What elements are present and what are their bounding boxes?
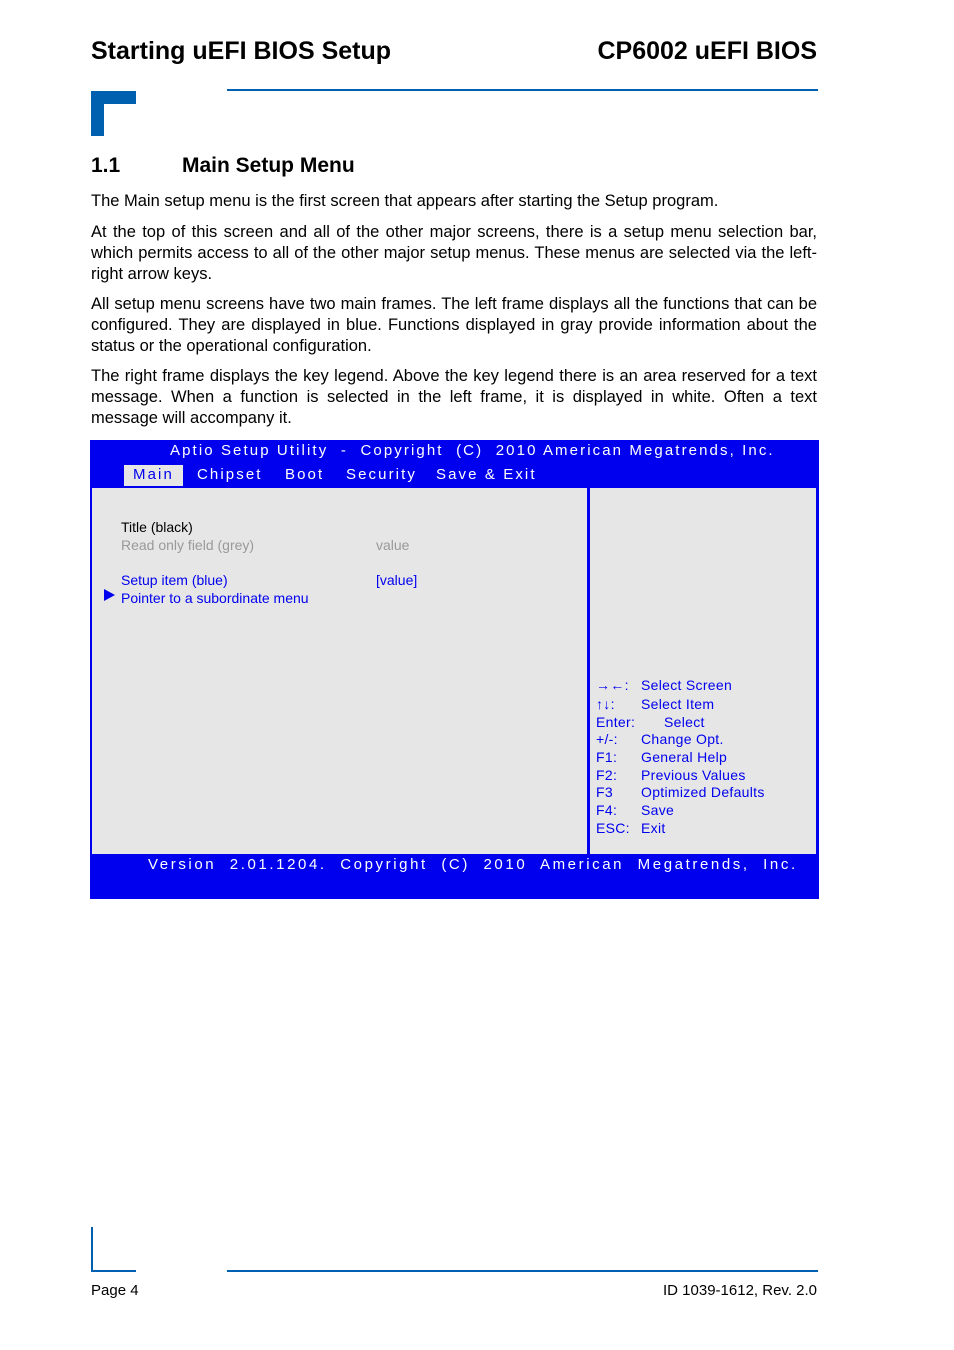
header-rule (227, 89, 818, 91)
legend-action: Select (664, 714, 705, 730)
legend-key: +/-: (596, 731, 618, 747)
tab-boot[interactable]: Boot (285, 466, 325, 483)
legend-action: General Help (641, 749, 728, 765)
legend-row (596, 802, 674, 818)
legend-row (596, 696, 714, 712)
legend-key: ESC: (596, 820, 630, 836)
legend-action: Select Screen (641, 677, 733, 693)
tab-security[interactable]: Security (346, 466, 417, 483)
legend-key: Enter: (596, 714, 636, 730)
page-number: Page 4 (91, 1282, 139, 1299)
bios-version-footer: Version 2.01.1204. Copyright (C) 2010 American Megatrends, Inc. (148, 856, 798, 873)
submenu-pointer-label[interactable]: Pointer to a subordinate menu (121, 590, 309, 606)
footer-rule (227, 1270, 818, 1272)
legend-row (596, 749, 727, 765)
setup-item-label[interactable]: Setup item (blue) (121, 572, 228, 588)
paragraph-3: All setup menu screens have two main frames. The left frame displays all the functions that can be configured. They are displayed in blue. Functions displayed in gray provide information about the status or the operational configuration. (91, 295, 817, 355)
bios-title-bar: Aptio Setup Utility - Copyright (C) 2010 American Megatrends, Inc. (170, 442, 775, 459)
footer-corner-vertical (91, 1227, 93, 1272)
legend-action: Save (641, 802, 675, 818)
title-item-label: Title (black) (121, 519, 193, 535)
legend-row (596, 677, 732, 693)
paragraph-1: The Main setup menu is the first screen that appears after starting the Setup program. (91, 192, 719, 210)
legend-row (596, 714, 705, 730)
bios-screen (90, 440, 819, 899)
footer-corner-horizontal (91, 1270, 136, 1272)
header-left-title: Starting uEFI BIOS Setup (91, 37, 392, 65)
bios-left-frame (92, 488, 587, 854)
setup-item-value[interactable]: [value] (376, 572, 418, 588)
tab-chipset[interactable]: Chipset (197, 466, 263, 483)
legend-key: →←: (596, 677, 629, 693)
legend-key: F2: (596, 767, 618, 783)
readonly-item-value: value (376, 537, 410, 553)
legend-row (596, 731, 724, 747)
legend-action: Previous Values (641, 767, 746, 783)
legend-key: F4: (596, 802, 618, 818)
legend-action: Select Item (641, 696, 715, 712)
tab-main[interactable]: Main (124, 465, 183, 486)
legend-row (596, 767, 746, 783)
legend-action: Change Opt. (641, 731, 724, 747)
bios-right-frame (590, 488, 816, 854)
legend-key: F3 (596, 784, 613, 800)
legend-key: F1: (596, 749, 618, 765)
legend-row (596, 820, 666, 836)
legend-key: ↑↓: (596, 696, 615, 712)
corner-mark-horizontal (91, 91, 136, 104)
section-title: Main Setup Menu (182, 154, 355, 177)
legend-action: Exit (641, 820, 666, 836)
section-number: 1.1 (91, 154, 121, 177)
submenu-arrow-icon (104, 589, 115, 601)
legend-action: Optimized Defaults (641, 784, 765, 800)
paragraph-4: The right frame displays the key legend. Above the key legend there is an area reserved for a text message. When a function is selected in the left frame, it is displayed in white. Often a text message will accompany it. (91, 367, 817, 427)
header-right-title: CP6002 uEFI BIOS (597, 37, 817, 65)
document-id: ID 1039-1612, Rev. 2.0 (663, 1282, 817, 1299)
tab-save-exit[interactable]: Save & Exit (436, 466, 537, 483)
paragraph-2: At the top of this screen and all of the other major screens, there is a setup menu selection bar, which permits access to all of the other major setup menus. These menus are selected via the left-right arrow keys. (91, 223, 817, 283)
readonly-item-label: Read only field (grey) (121, 537, 255, 553)
legend-row (596, 784, 765, 800)
